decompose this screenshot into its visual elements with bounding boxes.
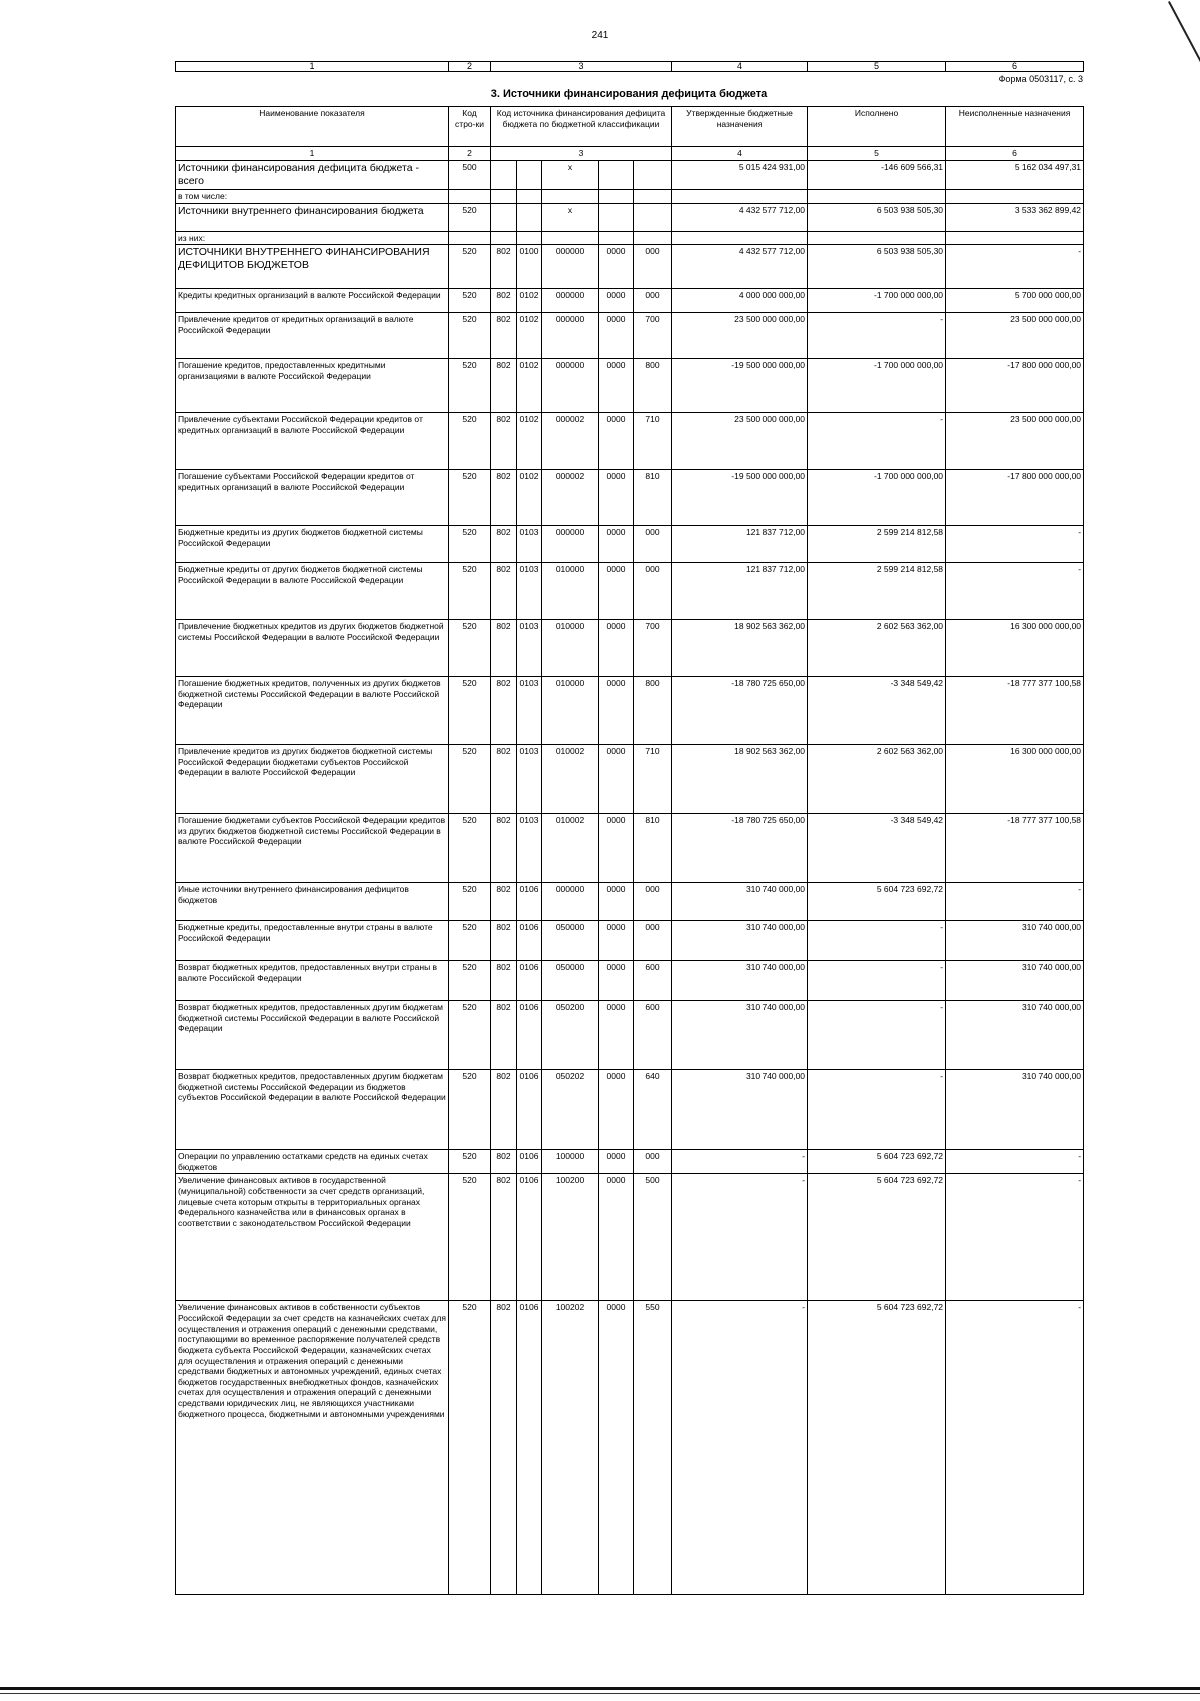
header-line-code: Код стро-ки bbox=[449, 107, 491, 147]
row-executed: -1 700 000 000,00 bbox=[808, 470, 946, 526]
row-code-program: 0000 bbox=[599, 961, 634, 1001]
row-code-kosgu: 710 bbox=[634, 413, 672, 470]
top-col-6: 6 bbox=[946, 62, 1084, 72]
row-approved: -19 500 000 000,00 bbox=[672, 470, 808, 526]
row-code-item: 050202 bbox=[542, 1070, 599, 1150]
table-row bbox=[176, 1301, 1084, 1595]
row-code-group: 0106 bbox=[517, 1301, 542, 1595]
row-unexecuted: - bbox=[946, 883, 1084, 921]
row-code-admin: 802 bbox=[491, 289, 517, 313]
row-executed: -1 700 000 000,00 bbox=[808, 289, 946, 313]
row-code-kosgu: 500 bbox=[634, 1174, 672, 1301]
scan-bottom-edge bbox=[0, 1687, 1200, 1690]
row-approved: 310 740 000,00 bbox=[672, 921, 808, 961]
row-code-item: 010000 bbox=[542, 620, 599, 677]
row-unexecuted: -17 800 000 000,00 bbox=[946, 359, 1084, 413]
table-row bbox=[176, 189, 1084, 203]
page-number: 241 bbox=[591, 30, 609, 41]
row-code-group: 0106 bbox=[517, 1001, 542, 1070]
row-name: из них: bbox=[176, 231, 449, 245]
row-code-admin: 802 bbox=[491, 745, 517, 814]
table-row bbox=[176, 231, 1084, 245]
table-row bbox=[176, 413, 1084, 470]
row-code-program bbox=[599, 203, 634, 231]
row-name: Источники финансирования дефицита бюджета - всего bbox=[176, 160, 449, 189]
table-row bbox=[176, 1150, 1084, 1174]
row-code-group: 0106 bbox=[517, 1070, 542, 1150]
row-code-program bbox=[599, 231, 634, 245]
row-code-item: 000002 bbox=[542, 413, 599, 470]
row-approved: 18 902 563 362,00 bbox=[672, 620, 808, 677]
row-code-program: 0000 bbox=[599, 563, 634, 620]
row-approved: -18 780 725 650,00 bbox=[672, 677, 808, 745]
row-approved: 310 740 000,00 bbox=[672, 961, 808, 1001]
row-line-code: 520 bbox=[449, 961, 491, 1001]
row-executed: 5 604 723 692,72 bbox=[808, 1301, 946, 1595]
row-code-kosgu: 810 bbox=[634, 814, 672, 883]
row-code-kosgu: 000 bbox=[634, 563, 672, 620]
table-row bbox=[176, 677, 1084, 745]
row-code-group: 0102 bbox=[517, 359, 542, 413]
row-code-kosgu: 700 bbox=[634, 313, 672, 359]
row-code-group: 0106 bbox=[517, 921, 542, 961]
top-col-4: 4 bbox=[672, 62, 808, 72]
row-code-item: 000000 bbox=[542, 313, 599, 359]
header-unexecuted: Неисполненные назначения bbox=[946, 107, 1084, 147]
row-line-code: 500 bbox=[449, 160, 491, 189]
row-code-program: 0000 bbox=[599, 245, 634, 289]
top-col-1: 1 bbox=[176, 62, 449, 72]
header-number-1: 1 bbox=[176, 147, 449, 161]
row-line-code: 520 bbox=[449, 470, 491, 526]
row-unexecuted: -18 777 377 100,58 bbox=[946, 814, 1084, 883]
row-unexecuted: - bbox=[946, 1150, 1084, 1174]
table-row bbox=[176, 526, 1084, 563]
row-unexecuted: 16 300 000 000,00 bbox=[946, 745, 1084, 814]
row-line-code: 520 bbox=[449, 883, 491, 921]
row-approved: 18 902 563 362,00 bbox=[672, 745, 808, 814]
row-code-group: 0103 bbox=[517, 677, 542, 745]
row-approved: - bbox=[672, 1150, 808, 1174]
row-code-program: 0000 bbox=[599, 677, 634, 745]
row-code-program: 0000 bbox=[599, 814, 634, 883]
table-row bbox=[176, 245, 1084, 289]
row-code-item: 000000 bbox=[542, 359, 599, 413]
row-code-item: 050000 bbox=[542, 921, 599, 961]
row-name: Иные источники внутреннего финансирования дефицитов бюджетов bbox=[176, 883, 449, 921]
row-code-program: 0000 bbox=[599, 921, 634, 961]
table-row bbox=[176, 470, 1084, 526]
row-name: Погашение субъектами Российской Федерации кредитов от кредитных организаций в валюте Российской Федерации bbox=[176, 470, 449, 526]
top-col-3: 3 bbox=[491, 62, 672, 72]
row-unexecuted: - bbox=[946, 245, 1084, 289]
row-line-code: 520 bbox=[449, 677, 491, 745]
row-code-kosgu: 800 bbox=[634, 359, 672, 413]
row-name: Возврат бюджетных кредитов, предоставленных внутри страны в валюте Российской Федерации bbox=[176, 961, 449, 1001]
row-executed: -3 348 549,42 bbox=[808, 677, 946, 745]
row-name: ИСТОЧНИКИ ВНУТРЕННЕГО ФИНАНСИРОВАНИЯ ДЕФИЦИТОВ БЮДЖЕТОВ bbox=[176, 245, 449, 289]
row-name: Кредиты кредитных организаций в валюте Российской Федерации bbox=[176, 289, 449, 313]
row-code-kosgu: 810 bbox=[634, 470, 672, 526]
row-executed: - bbox=[808, 961, 946, 1001]
row-executed: 5 604 723 692,72 bbox=[808, 1150, 946, 1174]
row-code-kosgu: 000 bbox=[634, 245, 672, 289]
row-executed: 6 503 938 505,30 bbox=[808, 203, 946, 231]
row-code-item: 000000 bbox=[542, 883, 599, 921]
row-code-item: 100202 bbox=[542, 1301, 599, 1595]
row-approved: 4 000 000 000,00 bbox=[672, 289, 808, 313]
row-line-code: 520 bbox=[449, 921, 491, 961]
row-line-code: 520 bbox=[449, 1001, 491, 1070]
row-code-kosgu bbox=[634, 231, 672, 245]
row-code-admin: 802 bbox=[491, 961, 517, 1001]
row-executed: - bbox=[808, 1070, 946, 1150]
row-code-kosgu: 000 bbox=[634, 289, 672, 313]
row-code-kosgu bbox=[634, 189, 672, 203]
row-line-code: 520 bbox=[449, 359, 491, 413]
header-executed: Исполнено bbox=[808, 107, 946, 147]
row-approved: 310 740 000,00 bbox=[672, 1070, 808, 1150]
top-column-numbers bbox=[175, 61, 1084, 72]
row-approved: 310 740 000,00 bbox=[672, 1001, 808, 1070]
row-unexecuted bbox=[946, 189, 1084, 203]
row-executed: -3 348 549,42 bbox=[808, 814, 946, 883]
row-code-admin: 802 bbox=[491, 359, 517, 413]
row-code-group: 0102 bbox=[517, 313, 542, 359]
row-line-code: 520 bbox=[449, 245, 491, 289]
row-line-code: 520 bbox=[449, 1174, 491, 1301]
row-executed: - bbox=[808, 1001, 946, 1070]
header-number-6: 6 bbox=[946, 147, 1084, 161]
row-name: Возврат бюджетных кредитов, предоставленных другим бюджетам бюджетной системы Российской Федерации из бюджетов субъектов Российской Федерации в валюте Российской Федерации bbox=[176, 1070, 449, 1150]
row-line-code: 520 bbox=[449, 814, 491, 883]
row-code-item bbox=[542, 231, 599, 245]
row-executed: - bbox=[808, 313, 946, 359]
row-unexecuted: 310 740 000,00 bbox=[946, 961, 1084, 1001]
row-name: Привлечение субъектами Российской Федерации кредитов от кредитных организаций в валюте Российской Федерации bbox=[176, 413, 449, 470]
row-name: в том числе: bbox=[176, 189, 449, 203]
row-line-code: 520 bbox=[449, 203, 491, 231]
row-code-admin: 802 bbox=[491, 883, 517, 921]
row-name: Погашение кредитов, предоставленных кредитными организациями в валюте Российской Федерации bbox=[176, 359, 449, 413]
row-name: Привлечение кредитов от кредитных организаций в валюте Российской Федерации bbox=[176, 313, 449, 359]
row-unexecuted: -18 777 377 100,58 bbox=[946, 677, 1084, 745]
row-line-code: 520 bbox=[449, 1301, 491, 1595]
row-code-kosgu: 710 bbox=[634, 745, 672, 814]
row-code-group bbox=[517, 160, 542, 189]
row-unexecuted: 5 162 034 497,31 bbox=[946, 160, 1084, 189]
row-executed: 5 604 723 692,72 bbox=[808, 1174, 946, 1301]
row-executed: 5 604 723 692,72 bbox=[808, 883, 946, 921]
row-name: Бюджетные кредиты от других бюджетов бюджетной системы Российской Федерации в валюте Российской Федерации bbox=[176, 563, 449, 620]
row-code-program: 0000 bbox=[599, 1150, 634, 1174]
row-executed: 2 602 563 362,00 bbox=[808, 745, 946, 814]
row-code-admin: 802 bbox=[491, 1001, 517, 1070]
row-code-item: 100200 bbox=[542, 1174, 599, 1301]
row-approved: 121 837 712,00 bbox=[672, 526, 808, 563]
row-code-admin bbox=[491, 160, 517, 189]
row-unexecuted bbox=[946, 231, 1084, 245]
row-code-kosgu: 600 bbox=[634, 961, 672, 1001]
row-code-program: 0000 bbox=[599, 620, 634, 677]
row-code-item: x bbox=[542, 203, 599, 231]
row-code-item: 010002 bbox=[542, 814, 599, 883]
row-approved: - bbox=[672, 1301, 808, 1595]
row-unexecuted: 16 300 000 000,00 bbox=[946, 620, 1084, 677]
row-code-kosgu: 700 bbox=[634, 620, 672, 677]
row-name: Возврат бюджетных кредитов, предоставленных другим бюджетам бюджетной системы Российской Федерации в валюте Российской Федерации bbox=[176, 1001, 449, 1070]
header-name: Наименование показателя bbox=[176, 107, 449, 147]
row-code-group: 0103 bbox=[517, 745, 542, 814]
row-line-code: 520 bbox=[449, 563, 491, 620]
table-row bbox=[176, 1001, 1084, 1070]
row-name: Бюджетные кредиты, предоставленные внутри страны в валюте Российской Федерации bbox=[176, 921, 449, 961]
row-approved: 23 500 000 000,00 bbox=[672, 313, 808, 359]
table-row bbox=[176, 961, 1084, 1001]
row-name: Погашение бюджетами субъектов Российской Федерации кредитов из других бюджетов бюджетной системы Российской Федерации в валюте Российской Федерации bbox=[176, 814, 449, 883]
row-code-kosgu: 600 bbox=[634, 1001, 672, 1070]
row-code-admin: 802 bbox=[491, 313, 517, 359]
table-row bbox=[176, 289, 1084, 313]
row-code-program: 0000 bbox=[599, 1070, 634, 1150]
row-name: Привлечение бюджетных кредитов из других бюджетов бюджетной системы Российской Федерации в валюте Российской Федерации bbox=[176, 620, 449, 677]
scan-bottom-edge-line bbox=[0, 1693, 1200, 1694]
row-code-item bbox=[542, 189, 599, 203]
row-code-admin: 802 bbox=[491, 1301, 517, 1595]
row-code-item: 050000 bbox=[542, 961, 599, 1001]
row-approved: -19 500 000 000,00 bbox=[672, 359, 808, 413]
row-code-program: 0000 bbox=[599, 1174, 634, 1301]
row-approved: 5 015 424 931,00 bbox=[672, 160, 808, 189]
row-executed: 2 599 214 812,58 bbox=[808, 563, 946, 620]
row-code-kosgu bbox=[634, 160, 672, 189]
row-unexecuted: 23 500 000 000,00 bbox=[946, 313, 1084, 359]
row-line-code: 520 bbox=[449, 289, 491, 313]
form-label: Форма 0503117, с. 3 bbox=[998, 74, 1083, 84]
row-approved: 121 837 712,00 bbox=[672, 563, 808, 620]
row-name: Источники внутреннего финансирования бюджета bbox=[176, 203, 449, 231]
row-code-kosgu: 640 bbox=[634, 1070, 672, 1150]
row-code-admin: 802 bbox=[491, 677, 517, 745]
row-name: Погашение бюджетных кредитов, полученных из других бюджетов бюджетной системы Российской Федерации в валюте Российской Федерации bbox=[176, 677, 449, 745]
row-approved: -18 780 725 650,00 bbox=[672, 814, 808, 883]
row-code-group bbox=[517, 203, 542, 231]
row-unexecuted: - bbox=[946, 1301, 1084, 1595]
table-row bbox=[176, 883, 1084, 921]
row-code-kosgu: 000 bbox=[634, 921, 672, 961]
row-line-code: 520 bbox=[449, 1070, 491, 1150]
table-row bbox=[176, 814, 1084, 883]
row-code-group: 0100 bbox=[517, 245, 542, 289]
row-code-group: 0102 bbox=[517, 413, 542, 470]
table-row bbox=[176, 563, 1084, 620]
row-code-group bbox=[517, 231, 542, 245]
row-line-code: 520 bbox=[449, 313, 491, 359]
row-unexecuted: 310 740 000,00 bbox=[946, 921, 1084, 961]
row-executed: -146 609 566,31 bbox=[808, 160, 946, 189]
row-approved: - bbox=[672, 1174, 808, 1301]
row-code-program: 0000 bbox=[599, 1301, 634, 1595]
row-line-code bbox=[449, 189, 491, 203]
row-code-kosgu: 800 bbox=[634, 677, 672, 745]
row-approved: 23 500 000 000,00 bbox=[672, 413, 808, 470]
row-line-code: 520 bbox=[449, 526, 491, 563]
row-code-program: 0000 bbox=[599, 883, 634, 921]
row-executed: 2 602 563 362,00 bbox=[808, 620, 946, 677]
row-line-code: 520 bbox=[449, 745, 491, 814]
row-code-program: 0000 bbox=[599, 289, 634, 313]
row-name: Операции по управлению остатками средств на единых счетах бюджетов bbox=[176, 1150, 449, 1174]
row-code-item: 010000 bbox=[542, 563, 599, 620]
row-code-item: 050200 bbox=[542, 1001, 599, 1070]
row-unexecuted: - bbox=[946, 563, 1084, 620]
section-title: 3. Источники финансирования дефицита бюджета bbox=[490, 88, 768, 100]
top-col-2: 2 bbox=[449, 62, 491, 72]
row-code-item: 010002 bbox=[542, 745, 599, 814]
row-unexecuted: 5 700 000 000,00 bbox=[946, 289, 1084, 313]
row-code-kosgu: 550 bbox=[634, 1301, 672, 1595]
table-row bbox=[176, 620, 1084, 677]
row-line-code: 520 bbox=[449, 620, 491, 677]
row-executed: 6 503 938 505,30 bbox=[808, 245, 946, 289]
row-code-group: 0102 bbox=[517, 470, 542, 526]
row-code-admin: 802 bbox=[491, 921, 517, 961]
row-name: Увеличение финансовых активов в государственной (муниципальной) собственности за счет средств организаций, лицевые счета которым открыты в территориальных органах Федерального казначейства или в финансовых органах в соответствии с законодательством Российской Федерации bbox=[176, 1174, 449, 1301]
table-row bbox=[176, 921, 1084, 961]
table-row bbox=[176, 1070, 1084, 1150]
row-code-item: x bbox=[542, 160, 599, 189]
row-unexecuted: 310 740 000,00 bbox=[946, 1070, 1084, 1150]
header-number-3: 3 bbox=[491, 147, 672, 161]
row-code-item: 010000 bbox=[542, 677, 599, 745]
table-row bbox=[176, 359, 1084, 413]
row-code-program: 0000 bbox=[599, 413, 634, 470]
row-code-admin: 802 bbox=[491, 1070, 517, 1150]
header-number-4: 4 bbox=[672, 147, 808, 161]
row-code-item: 000002 bbox=[542, 470, 599, 526]
row-code-group bbox=[517, 189, 542, 203]
row-line-code bbox=[449, 231, 491, 245]
row-approved: 310 740 000,00 bbox=[672, 883, 808, 921]
row-code-group: 0103 bbox=[517, 814, 542, 883]
row-code-group: 0106 bbox=[517, 883, 542, 921]
row-code-group: 0103 bbox=[517, 620, 542, 677]
row-line-code: 520 bbox=[449, 413, 491, 470]
row-name: Увеличение финансовых активов в собственности субъектов Российской Федерации за счет средств на казначейских счетах для осуществления и отражения операций с денежными средствами, поступающими во временное распоряжение получателей средств бюджета субъекта Российской Федерации, казначейских счетах для осуществления и отражения операций с денежными средствами бюджетных и автономных учреждений, единых счетах бюджетов государственных внебюджетных фондов, казначейских счетах для осуществления и отражения операций с денежными средствами юридических лиц, не являющихся участниками бюджетного процесса, бюджетными и автономными учреждениями bbox=[176, 1301, 449, 1595]
row-approved bbox=[672, 189, 808, 203]
row-line-code: 520 bbox=[449, 1150, 491, 1174]
table-row bbox=[176, 313, 1084, 359]
row-code-admin bbox=[491, 189, 517, 203]
row-code-admin: 802 bbox=[491, 1150, 517, 1174]
row-executed: 2 599 214 812,58 bbox=[808, 526, 946, 563]
row-code-admin: 802 bbox=[491, 526, 517, 563]
row-unexecuted: 310 740 000,00 bbox=[946, 1001, 1084, 1070]
row-code-admin: 802 bbox=[491, 620, 517, 677]
row-code-admin: 802 bbox=[491, 563, 517, 620]
top-col-5: 5 bbox=[808, 62, 946, 72]
row-code-program: 0000 bbox=[599, 470, 634, 526]
row-code-group: 0102 bbox=[517, 289, 542, 313]
row-code-admin: 802 bbox=[491, 470, 517, 526]
row-code-item: 100000 bbox=[542, 1150, 599, 1174]
row-executed: - bbox=[808, 921, 946, 961]
row-code-admin: 802 bbox=[491, 245, 517, 289]
header-number-2: 2 bbox=[449, 147, 491, 161]
row-code-program: 0000 bbox=[599, 359, 634, 413]
row-code-program: 0000 bbox=[599, 1001, 634, 1070]
row-unexecuted: 23 500 000 000,00 bbox=[946, 413, 1084, 470]
row-code-group: 0106 bbox=[517, 961, 542, 1001]
row-name: Привлечение кредитов из других бюджетов бюджетной системы Российской Федерации бюджетами субъектов Российской Федерации в валюте Российской Федерации bbox=[176, 745, 449, 814]
row-code-admin: 802 bbox=[491, 1174, 517, 1301]
row-executed bbox=[808, 231, 946, 245]
financing-sources-table bbox=[175, 106, 1084, 1595]
row-executed bbox=[808, 189, 946, 203]
row-code-admin bbox=[491, 203, 517, 231]
row-code-group: 0103 bbox=[517, 563, 542, 620]
header-approved: Утвержденные бюджетные назначения bbox=[672, 107, 808, 147]
row-code-group: 0106 bbox=[517, 1174, 542, 1301]
row-approved: 4 432 577 712,00 bbox=[672, 203, 808, 231]
row-code-kosgu: 000 bbox=[634, 526, 672, 563]
table-row bbox=[176, 160, 1084, 189]
row-executed: -1 700 000 000,00 bbox=[808, 359, 946, 413]
row-code-kosgu: 000 bbox=[634, 1150, 672, 1174]
row-unexecuted: - bbox=[946, 526, 1084, 563]
row-code-admin bbox=[491, 231, 517, 245]
row-code-kosgu: 000 bbox=[634, 883, 672, 921]
row-approved: 4 432 577 712,00 bbox=[672, 245, 808, 289]
row-name: Бюджетные кредиты из других бюджетов бюджетной системы Российской Федерации bbox=[176, 526, 449, 563]
row-code-program bbox=[599, 189, 634, 203]
row-executed: - bbox=[808, 413, 946, 470]
row-unexecuted: 3 533 362 899,42 bbox=[946, 203, 1084, 231]
header-number-5: 5 bbox=[808, 147, 946, 161]
row-unexecuted: -17 800 000 000,00 bbox=[946, 470, 1084, 526]
row-unexecuted: - bbox=[946, 1174, 1084, 1301]
row-code-item: 000000 bbox=[542, 289, 599, 313]
row-code-item: 000000 bbox=[542, 526, 599, 563]
row-code-group: 0103 bbox=[517, 526, 542, 563]
table-row bbox=[176, 1174, 1084, 1301]
row-code-program: 0000 bbox=[599, 526, 634, 563]
row-code-admin: 802 bbox=[491, 413, 517, 470]
row-code-kosgu bbox=[634, 203, 672, 231]
row-code-program bbox=[599, 160, 634, 189]
header-source-code: Код источника финансирования дефицита бюджета по бюджетной классификации bbox=[491, 107, 672, 147]
table-row bbox=[176, 203, 1084, 231]
row-code-program: 0000 bbox=[599, 313, 634, 359]
row-code-program: 0000 bbox=[599, 745, 634, 814]
row-code-item: 000000 bbox=[542, 245, 599, 289]
table-row bbox=[176, 745, 1084, 814]
row-code-group: 0106 bbox=[517, 1150, 542, 1174]
row-approved bbox=[672, 231, 808, 245]
row-code-admin: 802 bbox=[491, 814, 517, 883]
